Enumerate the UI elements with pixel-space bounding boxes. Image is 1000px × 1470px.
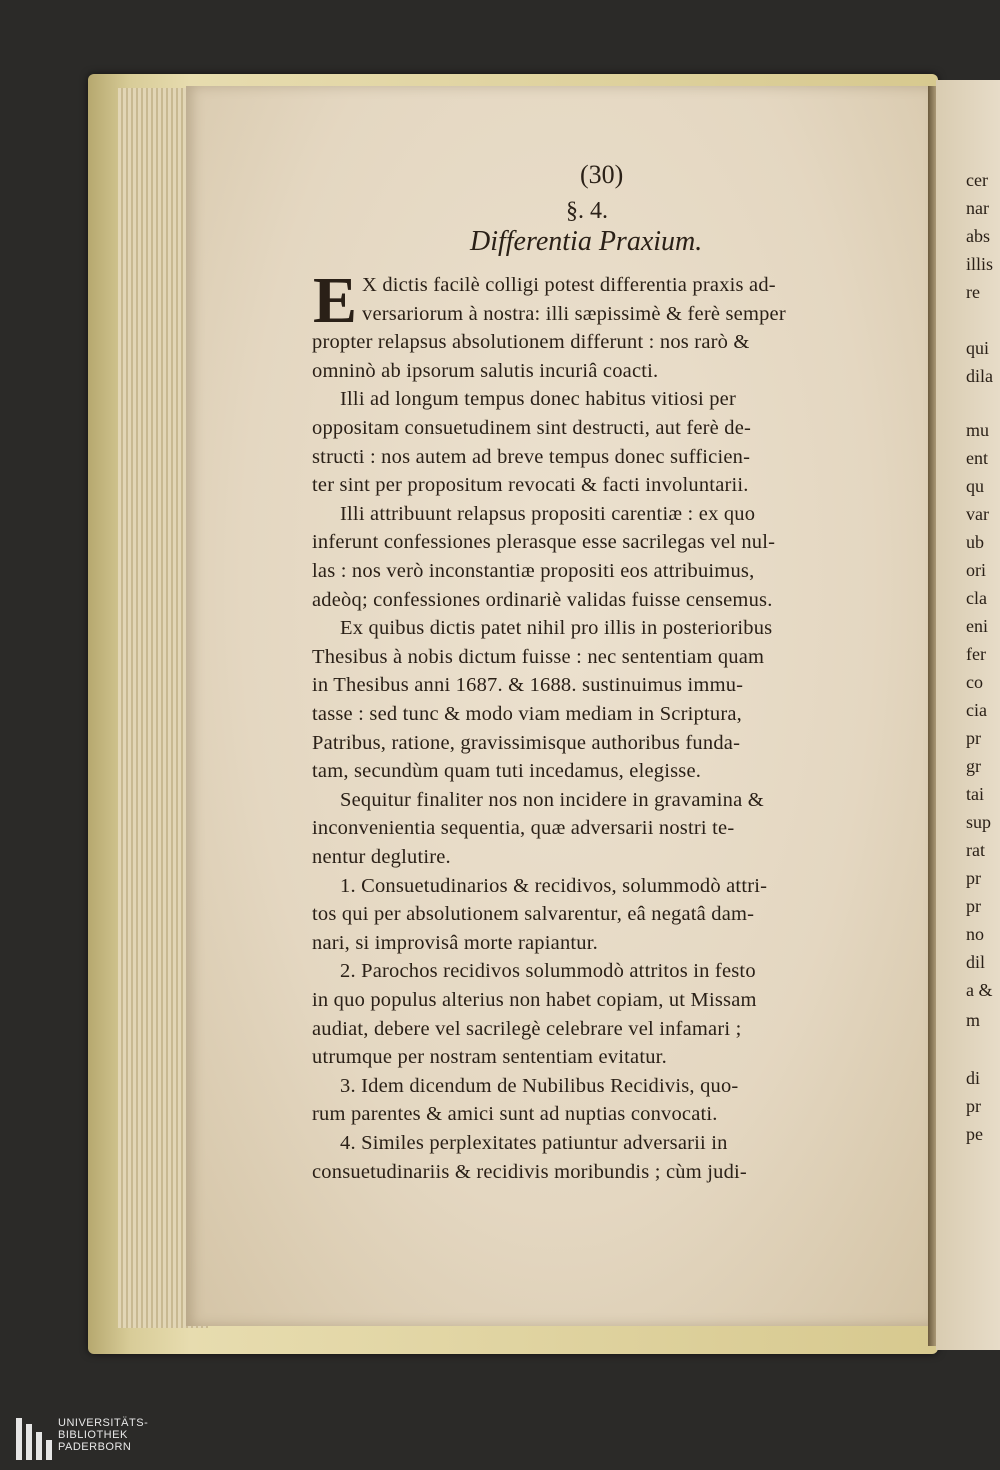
text-line: ter sint per propositum revocati & facti involuntarii.: [312, 474, 749, 497]
text-line: consuetudinariis & recidivis moribundis ; cùm judi-: [312, 1160, 747, 1183]
facing-page-fragment: pe: [966, 1124, 983, 1144]
facing-page: [936, 80, 1000, 1350]
facing-page-fragment: gr: [966, 756, 981, 776]
facing-page-fragment: pr: [966, 896, 981, 916]
facing-page-fragment: illis: [966, 254, 994, 274]
text-line: rum parentes & amici sunt ad nuptias convocati.: [312, 1103, 718, 1126]
text-line: Patribus, ratione, gravissimisque authoribus funda-: [312, 731, 741, 754]
facing-page-fragment: qu: [966, 476, 984, 496]
section-heading: Differentia Praxium.: [470, 226, 703, 257]
facing-page-fragment: ent: [966, 448, 988, 468]
text-line: propter relapsus absolutionem differunt : nos rarò &: [312, 331, 750, 354]
facing-page-fragment: eni: [966, 616, 988, 636]
facing-page-fragment: abs: [966, 226, 990, 246]
facing-page-fragment: dil: [966, 952, 986, 972]
facing-page-fragment: di: [966, 1068, 981, 1088]
text-line: in quo populus alterius non habet copiam, ut Missam: [312, 989, 757, 1011]
section-number: §. 4.: [566, 198, 608, 224]
text-line: X dictis facilè colligi potest differentia praxis ad-: [362, 274, 776, 296]
facing-page-fragment: pr: [966, 728, 981, 748]
facing-page-fragment: re: [966, 282, 980, 302]
drop-cap: E: [313, 264, 358, 337]
text-line: utrumque per nostram sententiam evitatur.: [312, 1046, 667, 1069]
text-line: 1. Consuetudinarios & recidivos, solummodò attri-: [340, 874, 768, 897]
facing-page-fragment: qui: [966, 338, 990, 358]
facing-page-fragment: ub: [966, 532, 984, 552]
facing-page-fragment: m: [966, 1010, 981, 1030]
facing-page-fragment: rat: [966, 840, 985, 860]
logo-line: UNIVERSITÄTS-: [58, 1417, 149, 1429]
facing-page-fragment: cla: [966, 588, 987, 608]
facing-page-fragment: dila: [966, 366, 993, 386]
text-line: adeòq; confessiones ordinariè validas fuisse censemus.: [312, 588, 773, 611]
page-number: (30): [580, 160, 624, 189]
facing-page-fragment: pr: [966, 868, 981, 888]
text-line: audiat, debere vel sacrilegè celebrare vel infamari ;: [312, 1017, 742, 1040]
text-line: 4. Similes perplexitates patiuntur adversarii in: [340, 1132, 728, 1154]
facing-page-fragment: sup: [966, 812, 992, 832]
facing-page-fragment: no: [966, 924, 984, 944]
text-line: versariorum à nostra: illi sæpissimè & ferè semper: [362, 302, 786, 325]
facing-page-fragment: fer: [966, 644, 986, 664]
text-line: tasse : sed tunc & modo viam mediam in Scriptura,: [312, 703, 742, 725]
logo-line: PADERBORN: [58, 1441, 132, 1453]
facing-page-fragment: ori: [966, 560, 986, 580]
facing-page-fragment: co: [966, 672, 983, 692]
facing-page-fragment: a &: [966, 980, 993, 1000]
text-line: tam, secundùm quam tuti incedamus, elegisse.: [312, 760, 702, 783]
text-line: Illi ad longum tempus donec habitus vitiosi per: [340, 388, 736, 411]
text-line: tos qui per absolutionem salvarentur, eâ negatâ dam-: [312, 903, 755, 926]
facing-page-fragment: cer: [966, 170, 988, 190]
logo-line: BIBLIOTHEK: [58, 1429, 128, 1441]
facing-page-fragment: mu: [966, 420, 990, 440]
text-line: Ex quibus dictis patet nihil pro illis in posterioribus: [340, 617, 773, 640]
library-logo-icon: [16, 1418, 52, 1460]
text-line: omninò ab ipsorum salutis incuriâ coacti.: [312, 359, 659, 382]
text-line: nari, si improvisâ morte rapiantur.: [312, 931, 598, 954]
facing-page-fragment: tai: [966, 784, 984, 804]
text-line: oppositam consuetudinem sint destructi, aut ferè de-: [312, 417, 752, 439]
text-line: Illi attribuunt relapsus propositi carentiæ : ex quo: [340, 502, 756, 525]
text-line: structi : nos autem ad breve tempus donec sufficien-: [312, 445, 751, 468]
text-line: 2. Parochos recidivos solummodò attritos in festo: [340, 960, 756, 983]
text-line: las : nos verò inconstantiæ propositi eos attribuimus,: [312, 560, 755, 582]
text-line: inferunt confessiones plerasque esse sacrilegas vel nul-: [312, 531, 776, 554]
footer-bar: [0, 1390, 1000, 1470]
facing-page-fragment: var: [966, 504, 989, 524]
text-line: nentur deglutire.: [312, 846, 451, 868]
facing-page-fragment: pr: [966, 1096, 981, 1116]
text-line: 3. Idem dicendum de Nubilibus Recidivis, quo-: [340, 1074, 739, 1097]
facing-page-fragment: nar: [966, 198, 989, 218]
text-line: inconvenientia sequentia, quæ adversarii nostri te-: [312, 817, 735, 840]
text-line: Sequitur finaliter nos non incidere in gravamina &: [340, 788, 764, 811]
text-line: Thesibus à nobis dictum fuisse : nec sententiam quam: [312, 645, 765, 668]
text-line: in Thesibus anni 1687. & 1688. sustinuimus immu-: [312, 674, 744, 697]
library-logo-text: [58, 1417, 148, 1453]
facing-page-fragment: cia: [966, 700, 987, 720]
